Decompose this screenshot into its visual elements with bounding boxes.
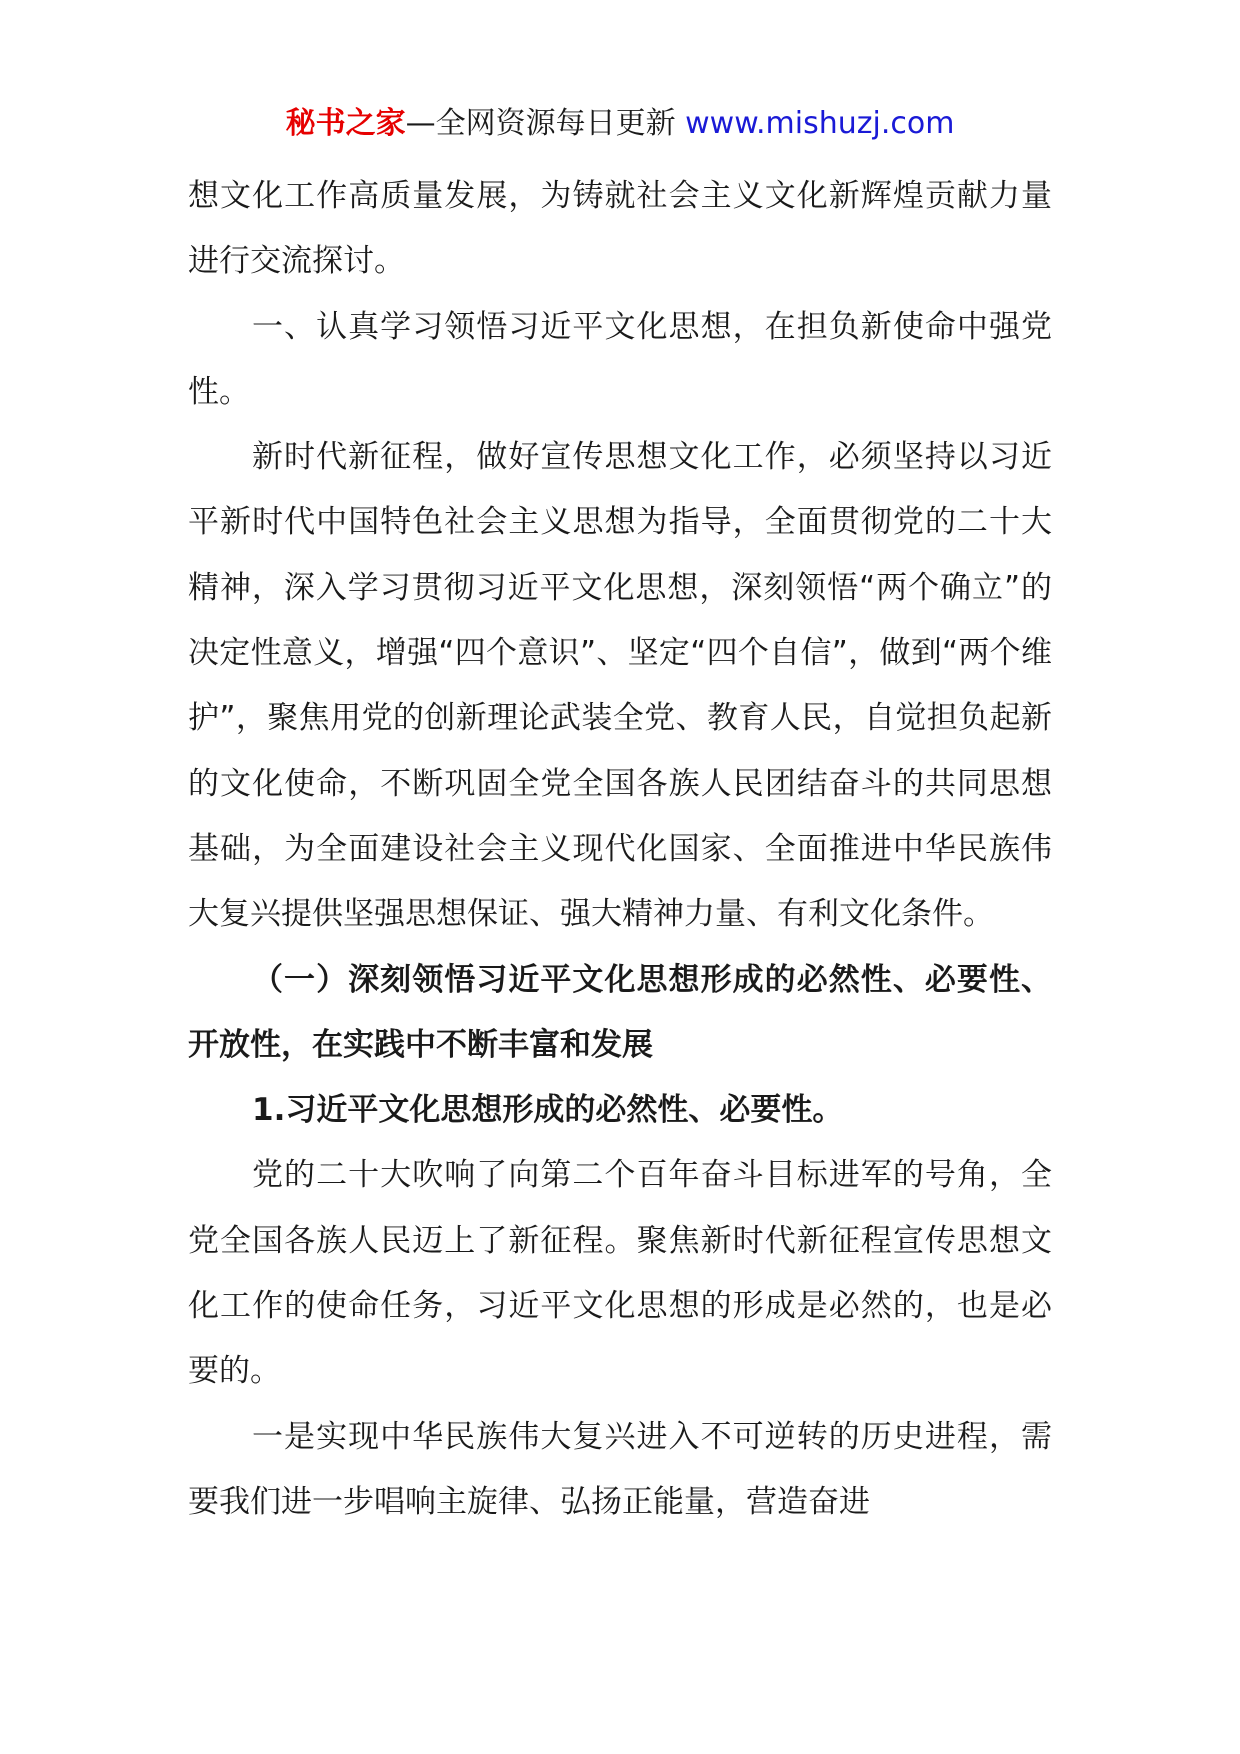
body-paragraph: 党的二十大吹响了向第二个百年奋斗目标进军的号角，全党全国各族人民迈上了新征程。聚焦新时代新征程宣传思想文化工作的使命任务，习近平文化思想的形成是必然的，也是必要的。: [188, 1157, 1052, 1390]
subsection-heading: （一）深刻领悟习近平文化思想形成的必然性、必要性、开放性，在实践中不断丰富和发展: [188, 961, 1052, 1063]
paragraph-continuation: 想文化工作高质量发展，为铸就社会主义文化新辉煌贡献力量进行交流探讨。: [188, 178, 1052, 280]
section-heading: 一、认真学习领悟习近平文化思想，在担负新使命中强党性。: [188, 308, 1052, 410]
header-tagline: —全网资源每日更新: [405, 106, 686, 141]
site-url-link[interactable]: www.mishuzj.com: [685, 106, 955, 141]
page-header: [0, 104, 1240, 144]
body-paragraph: 一是实现中华民族伟大复兴进入不可逆转的历史进程，需要我们进一步唱响主旋律、弘扬正能量，营造奋进: [188, 1418, 1052, 1520]
numbered-heading: 1.习近平文化思想形成的必然性、必要性。: [252, 1092, 844, 1129]
document-body: [188, 164, 1052, 1535]
brand-name: 秘书之家: [285, 106, 406, 141]
body-paragraph: 新时代新征程，做好宣传思想文化工作，必须坚持以习近平新时代中国特色社会主义思想为指导，全面贯彻党的二十大精神，深入学习贯彻习近平文化思想，深刻领悟“两个确立”的决定性意义，增强“四个意识”、坚定“四个自信”，做到“两个维护”，聚焦用党的创新理论武装全党、教育人民，自觉担负起新的文化使命，不断巩固全党全国各族人民团结奋斗的共同思想基础，为全面建设社会主义现代化国家、全面推进中华民族伟大复兴提供坚强思想保证、强大精神力量、有利文化条件。: [188, 439, 1052, 933]
